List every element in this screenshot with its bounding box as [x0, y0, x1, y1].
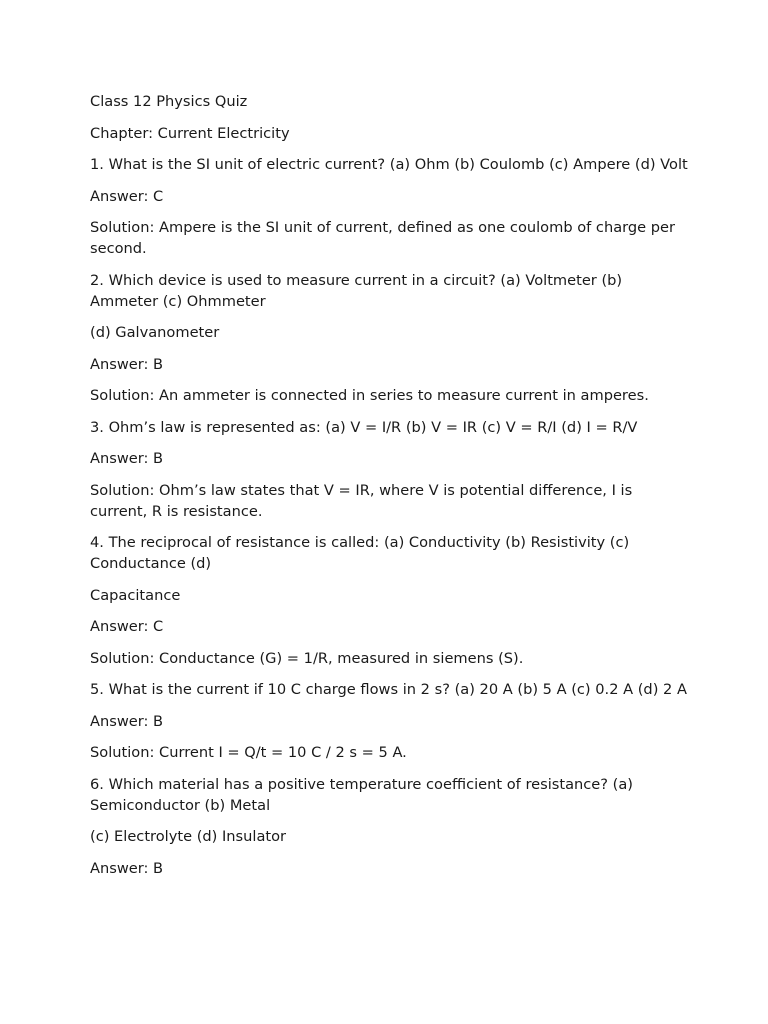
question-4: 4. The reciprocal of resistance is called: (a) Conductivity (b) Resistivity (c) Conductance (d)	[90, 534, 630, 572]
question-1: 1. What is the SI unit of electric current? (a) Ohm (b) Coulomb (c) Ampere (d) Volt	[90, 156, 688, 173]
answer-1: Answer: C	[90, 187, 164, 205]
solution-4: Solution: Conductance (G) = 1/R, measured in siemens (S).	[90, 649, 524, 667]
solution-2: Solution: An ammeter is connected in series to measure current in amperes.	[90, 387, 649, 404]
question-3: 3. Ohm’s law is represented as: (a) V = I/R (b) V = IR (c) V = R/I (d) I = R/V	[90, 418, 638, 436]
question-6: 6. Which material has a positive temperature coefficient of resistance? (a) Semiconductor (b) Metal	[90, 775, 633, 814]
document-page	[90, 91, 690, 889]
question-2-continued: (d) Galvanometer	[90, 324, 220, 341]
solution-5: Solution: Current I = Q/t = 10 C / 2 s = 5 A.	[90, 744, 407, 761]
answer-4: Answer: C	[90, 618, 164, 635]
answer-2: Answer: B	[90, 355, 164, 373]
answer-5: Answer: B	[90, 712, 164, 730]
document-title: Class 12 Physics Quiz	[90, 93, 248, 110]
chapter-heading: Chapter: Current Electricity	[90, 124, 290, 142]
question-2: 2. Which device is used to measure current in a circuit? (a) Voltmeter (b) Ammeter (c) Ohmmeter	[90, 271, 623, 310]
answer-3: Answer: B	[90, 450, 164, 467]
solution-1: Solution: Ampere is the SI unit of current, defined as one coulomb of charge per second.	[90, 219, 676, 257]
question-4-continued: Capacitance	[90, 586, 181, 604]
question-6-continued: (c) Electrolyte (d) Insulator	[90, 828, 287, 845]
solution-3: Solution: Ohm’s law states that V = IR, where V is potential difference, I is current, R is resistance.	[90, 481, 633, 520]
question-5: 5. What is the current if 10 C charge flows in 2 s? (a) 20 A (b) 5 A (c) 0.2 A (d) 2 A	[90, 681, 687, 698]
answer-6: Answer: B	[90, 859, 164, 877]
